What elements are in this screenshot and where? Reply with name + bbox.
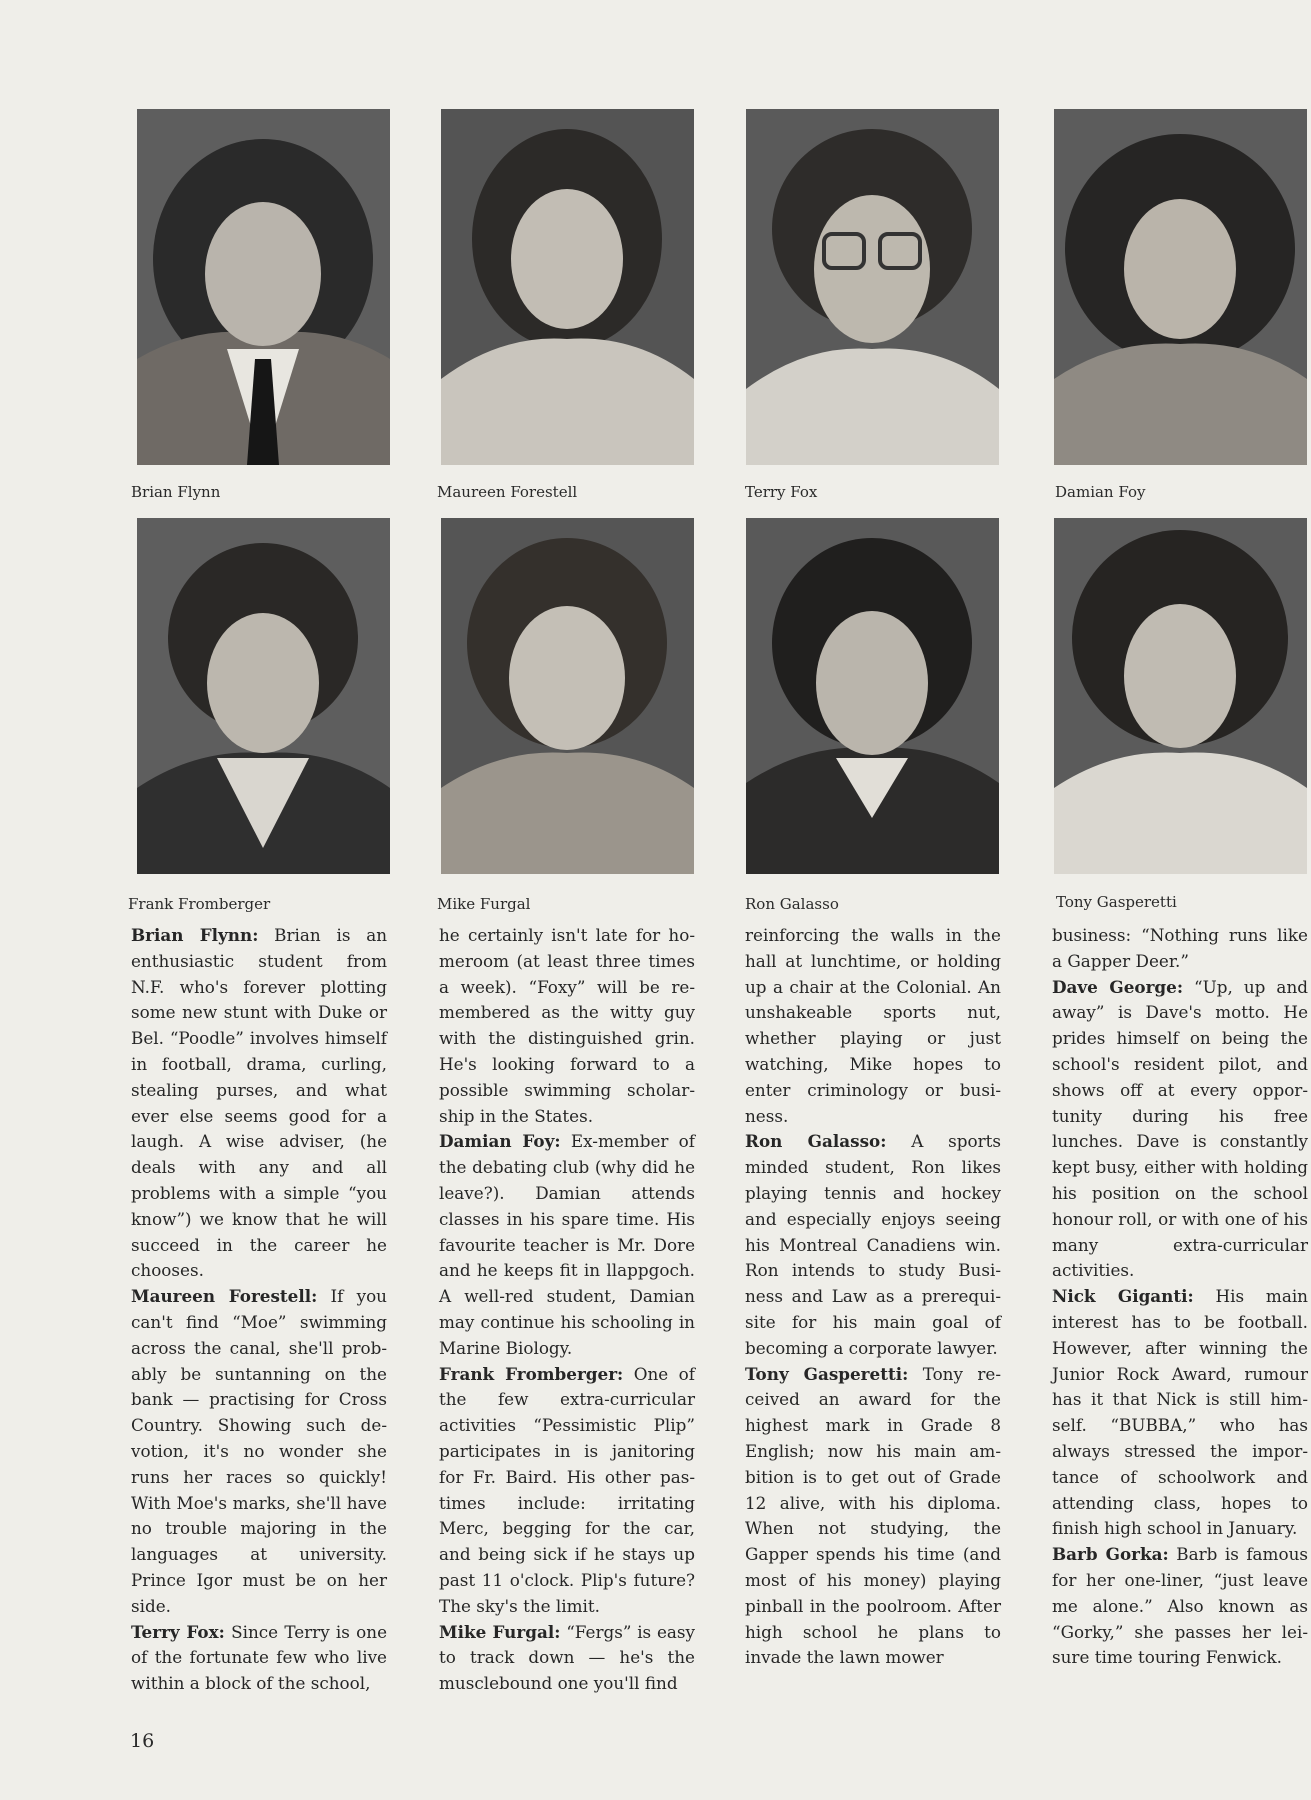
portrait-photo-brian-flynn (137, 109, 390, 465)
bio-text: Tony received an award for the highest mark in Grade 8 English; now his main ambition is to get out of Grade 12 alive, with his diploma. When not studying, the Gapper spends his time (and most of his money) playing pinball in the poolroom. After high school he plans to invade the lawn mower (745, 1363, 1002, 1668)
bio-name: Ron Galasso: (745, 1131, 887, 1152)
page-number: 16 (130, 1730, 155, 1752)
bio-entry (1052, 1542, 1308, 1671)
bio-name: Mike Furgal: (439, 1621, 561, 1642)
portrait-photo-maureen-forestell (441, 109, 694, 465)
bio-text: reinforcing the walls in the hall at lunchtime, or holding up a chair at the Colonial. An unshakeable sports nut, whether playing or just watching, Mike hopes to enter criminology or business. (745, 925, 1001, 1126)
bio-name: Dave George: (1052, 976, 1184, 997)
bio-entry (745, 1362, 1001, 1672)
portrait-photo-mike-furgal (441, 518, 694, 874)
portrait-photo-terry-fox (746, 109, 999, 465)
portrait-caption: Damian Foy (1055, 483, 1146, 501)
bio-entry (1052, 1284, 1308, 1542)
bio-name: Brian Flynn: (131, 925, 259, 945)
portrait-photo-damian-foy (1054, 109, 1307, 465)
portrait-caption: Brian Flynn (131, 483, 221, 501)
portrait-caption: Mike Furgal (437, 895, 531, 913)
bio-entry (1052, 923, 1308, 975)
bio-name: Barb Gorka: (1052, 1544, 1169, 1565)
portrait-caption: Ron Galasso (745, 895, 839, 913)
portrait-photo-frank-fromberger (137, 518, 390, 874)
bio-text: Brian is an enthusiastic student from N.F. who's forever plotting some new stunt with Duke or Bel. “Poodle” involves himself in football, drama, curling, stealing purses, and what ever else seems good for a laugh. A wise adviser, (he deals with any and all problems with a simple “you know”) we know that he will succeed in the career he chooses. (131, 925, 388, 1281)
bio-entry (1052, 975, 1308, 1285)
bio-text: His main interest has to be football. However, after winning the Junior Rock Award, rumour has it that Nick is still himself. “BUBBA,” who has always stressed the importance of schoolwork and attending class, hopes to finish high school in January. (1052, 1286, 1308, 1539)
bio-text: If you can't find “Moe” swimming across the canal, she'll probably be suntanning on the bank — practising for Cross Country. Showing such devotion, it's no wonder she runs her races so quickly! With Moe's marks, she'll have no trouble majoring in the languages at university. Prince Igor must be on her side. (131, 1286, 387, 1616)
portrait-caption: Tony Gasperetti (1056, 893, 1177, 911)
portrait-caption: Frank Fromberger (128, 895, 271, 913)
bio-name: Nick Giganti: (1052, 1286, 1194, 1307)
bio-text: A sports minded student, Ron likes playing tennis and hockey and especially enjoys seeing his Montreal Canadiens win. Ron intends to study Business and Law as a prerequisite for his main goal of becoming a corporate lawyer. (745, 1131, 1001, 1358)
bio-entry (439, 923, 695, 1129)
bio-text: “Fergs” is easy to track down — he's the musclebound one you'll find (439, 1621, 696, 1694)
bio-text: Since Terry is one of the fortunate few who live within a block of the school, (131, 1621, 387, 1694)
bio-text: business: “Nothing runs like a Gapper Deer.” (1052, 925, 1308, 971)
bio-entry (131, 1284, 387, 1619)
bio-entry (131, 1620, 387, 1697)
bio-text: “Up, up and away” is Dave's motto. He prides himself on being the school's resident pilot, and shows off at every opportunity during his free lunches. Dave is constantly kept busy, either with holding his position on the school honour roll, or with one of his many extra-curricular activities. (1052, 976, 1308, 1281)
bio-name: Damian Foy: (439, 1131, 561, 1152)
bio-entry (745, 923, 1001, 1129)
bio-column (439, 923, 695, 1697)
portrait-photo-tony-gasperetti (1054, 518, 1307, 874)
bio-column (1052, 923, 1308, 1671)
bio-name: Frank Fromberger: (439, 1363, 624, 1384)
bio-entry (745, 1129, 1001, 1361)
portrait-caption: Maureen Forestell (437, 483, 578, 501)
bio-entry (439, 1362, 695, 1620)
bio-entry (131, 923, 387, 1284)
portrait-caption: Terry Fox (745, 483, 818, 501)
bio-text: One of the few extra-curricular activities “Pessimistic Plip” participates in is janitoring for Fr. Baird. His other pastimes include: irritating Merc, begging for the car, and being sick if he stays up past 11 o'clock. Plip's future? The sky's the limit. (439, 1363, 695, 1616)
bio-entry (439, 1620, 695, 1697)
bio-text: Ex-member of the debating club (why did he leave?). Damian attends classes in his spare time. His favourite teacher is Mr. Dore and he keeps fit in llappgoch. A well-red student, Damian may continue his schooling in Marine Biology. (439, 1131, 695, 1358)
bio-text: Barb is famous for her one-liner, “just leave me alone.” Also known as “Gorky,” she passes her leisure time touring Fenwick. (1052, 1544, 1308, 1668)
bio-name: Maureen Forestell: (131, 1286, 318, 1307)
portrait-photo-ron-galasso (746, 518, 999, 874)
bio-name: Terry Fox: (131, 1621, 225, 1642)
bio-column (745, 923, 1001, 1671)
bio-entry (439, 1129, 695, 1361)
bio-text: he certainly isn't late for homeroom (at least three times a week). “Foxy” will be remembered as the witty guy with the distinguished grin. He's looking forward to a possible swimming scholarship in the States. (439, 925, 695, 1126)
bio-column (131, 923, 387, 1697)
bio-name: Tony Gasperetti: (745, 1363, 909, 1384)
